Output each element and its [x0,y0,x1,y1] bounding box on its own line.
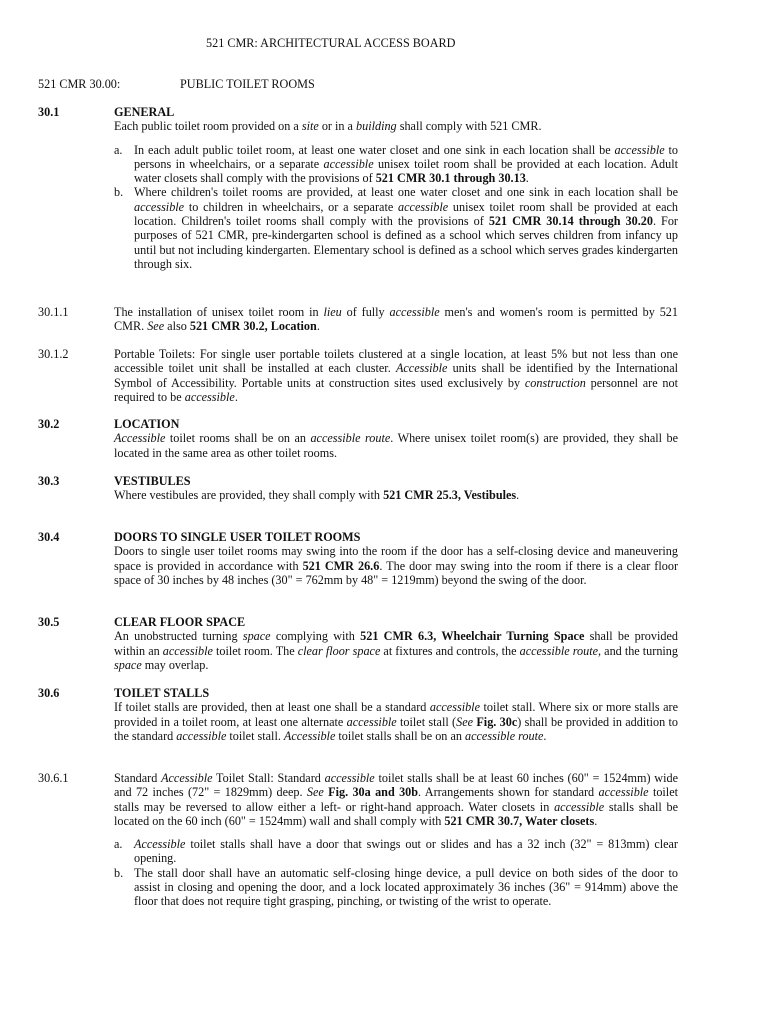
section-body [114,686,678,743]
text-run: . [516,488,520,503]
text-run: . [543,728,547,743]
text-run: Where vestibules are provided, they shall comply with [114,488,384,503]
text-run: to persons in wheelchairs, or a separate [134,142,679,171]
text-run: An unobstructed turning [114,629,243,644]
text-run: 521 CMR 30.14 through 30.20 [488,214,653,229]
text-run: , and the turning [598,643,678,658]
text-run: unisex toilet room shall be provided at each location. Adult water closets shall comply with the provisions of [134,156,678,186]
text-run: accessible [176,728,227,743]
section-body [114,530,678,587]
text-run: accessible [134,199,185,214]
text-run: 521 CMR 6.3, Wheelchair Turning Space [360,629,585,644]
text-run: See [306,785,324,800]
text-run: accessible [162,643,213,658]
text-run: If toilet stalls are provided, then at least one shall be a standard [114,700,430,715]
section-heading: TOILET STALLS [114,686,210,700]
text-run: toilet stall. Where six or more stalls are provided in a toilet room, at least one alternate [114,700,678,729]
text-run: Accessible [395,361,448,376]
list-item [114,185,678,271]
text-run: . [525,171,529,186]
section-number: 30.4 [38,530,60,544]
section-number: 30.2 [38,417,60,431]
text-run: space [242,629,271,644]
text-run: . For purposes of 521 CMR, pre-kindergarten school is defined as a school which serves children from infancy up until but not including kindergarten. Elementary school is defined as a school which serves grades kindergarten through six. [134,214,678,271]
text-run: Accessible [283,728,336,743]
text-run: toilet stall ( [396,714,457,729]
text-run: clear floor space [297,643,381,658]
text-run: . [594,813,598,828]
section-30-4 [38,530,678,587]
text-run: Toilet Stall: Standard [212,771,325,785]
text-run: Standard [114,771,162,785]
list-label: a. [114,142,123,157]
section-30-1-2 [38,347,678,404]
section-number: 30.3 [38,474,60,488]
text-run: . The door may swing into the room if there is a clear floor space of 30 inches by 48 inches (30" = 762mm by 48" = 1219mm) beyond the swing of the door. [114,558,678,587]
section-body [114,615,678,672]
text-run: toilet stalls shall be on an [335,728,466,743]
text-run: accessible route [465,728,544,743]
text-run: at fixtures and controls, the [380,643,520,658]
section-heading: CLEAR FLOOR SPACE [114,615,246,629]
text-run: 521 CMR 30.7, Water closets [444,813,595,828]
text-run: accessible route [310,431,391,446]
chapter-heading [38,77,315,91]
list-label: a. [114,837,123,852]
text-run: accessible [389,305,440,319]
text-run: accessible [324,771,375,785]
section-number: 30.1 [38,105,60,119]
text-run: 521 CMR 25.3, Vestibules [383,488,517,503]
text-run: Accessible [134,837,186,852]
text-run: space [114,657,142,672]
text-run: accessible [614,142,665,157]
list-label: b. [114,865,124,880]
text-run: or in a [318,119,357,134]
section-body [114,105,678,134]
text-run: complying with [270,629,361,644]
text-run: . [234,389,238,404]
section-body [114,474,678,503]
list-label: b. [114,185,124,200]
section-heading: DOORS TO SINGLE USER TOILET ROOMS [114,530,361,544]
text-run: Accessible [161,771,213,785]
section-body [114,347,678,404]
text-run: ) shall be provided in addition to the standard [114,714,679,743]
text-run: shall be provided within an [114,629,678,658]
section-number: 30.1.1 [38,305,69,319]
text-run: The installation of unisex toilet room in [114,305,324,319]
text-run: lieu [323,305,342,319]
text-run: Portable Toilets: For single user portable toilets clustered at a single location, at least 5% but not less than one accessible toilet unit shall be installed at each cluster. [114,347,678,376]
text-run: shall comply with 521 CMR. [396,119,542,134]
text-run: toilet stalls shall have a door that swings out or slides and has a 32 inch (32" = 813mm) clear opening. [134,837,678,866]
text-run: . Arrangements shown for standard [418,785,599,800]
section-number: 30.6 [38,686,60,700]
text-run: toilet stalls shall be at least 60 inches (60" = 1524mm) wide and 72 inches (72" = 1829mm) deep. [114,771,678,800]
section-heading: VESTIBULES [114,474,191,488]
section-30-5 [38,615,678,672]
text-run: Accessible [114,431,166,446]
text-run: accessible [346,714,397,729]
text-run: accessible route [519,643,599,658]
text-run: toilet stalls may be reversed to allow either a left- or right-hand approach. Water closets in [114,785,678,814]
section-heading: GENERAL [114,105,175,119]
text-run: unisex toilet room shall be provided at each location. Children's toilet rooms shall comply with the provisions of [134,199,678,229]
section-body [114,305,678,334]
text-run: accessible [429,700,480,715]
text-run: construction [524,375,586,390]
text-run: accessible [598,785,649,800]
text-run: site [301,119,319,134]
chapter-title: PUBLIC TOILET ROOMS [180,77,315,91]
text-run: In each adult public toilet room, at least one water closet and one sink in each location shall be [134,142,615,157]
text-run: 521 CMR 30.1 through 30.13 [375,171,526,186]
text-run: accessible [554,799,605,814]
section-30-6-1 [38,771,678,909]
list-item [114,866,678,909]
text-run: accessible [398,199,449,214]
text-run: Fig. 30c [476,714,518,729]
section-heading: LOCATION [114,417,180,431]
text-run: to children in wheelchairs, or a separate [184,199,399,214]
section-body [114,417,678,460]
section-30-2 [38,417,678,460]
section-number: 30.1.2 [38,347,69,361]
subitem-list [114,143,678,272]
text-run: See [147,319,165,334]
list-item [114,143,678,186]
text-run: 521 CMR 26.6 [302,558,380,573]
text-run: personnel are not required to be [114,375,678,404]
text-run: of fully [341,305,390,319]
text-run: Where children's toilet rooms are provided, at least one water closet and one sink in each location shall be [134,185,678,200]
text-run: accessible [323,156,374,171]
text-run: 521 CMR 30.2, Location [189,319,317,334]
section-30-6 [38,686,678,743]
running-header: 521 CMR: ARCHITECTURAL ACCESS BOARD [206,36,456,50]
subitem-list [114,837,678,908]
text-run: Each public toilet room provided on a [114,119,302,134]
chapter-number: 521 CMR 30.00: [38,77,121,91]
text-run: toilet rooms shall be on an [165,431,311,446]
text-run: toilet room. The [212,643,298,658]
section-30-1 [38,105,678,271]
text-run: The stall door shall have an automatic self-closing hinge device, a pull device on both sides of the door to assist in closing and opening the door, and a lock located approximately 36 inches (36" = 914mm) above the floor that does not require tight grasping, pinching, or twisting of the wrist to operate. [134,865,678,909]
text-run: units shall be identified by the International Symbol of Accessibility. Portable units at construction sites used exclusively by [114,361,678,390]
section-number: 30.6.1 [38,771,69,785]
section-30-1-1 [38,305,678,334]
section-number: 30.5 [38,615,60,629]
list-item [114,837,678,866]
text-run: building [356,119,397,134]
text-run: men's and women's room is permitted by 521 CMR. [114,305,678,334]
text-run: Doors to single user toilet rooms may swing into the room if the door has a self-closing device and maneuvering space is provided in accordance with [114,544,678,573]
text-run: See [456,714,474,729]
text-run: . Where unisex toilet room(s) are provided, they shall be located in the same area as other toilet rooms. [114,431,678,460]
section-30-3 [38,474,678,503]
text-run: also [164,319,190,334]
text-run: Fig. 30a and 30b [328,785,419,800]
text-run: toilet stall. [226,728,284,743]
section-body [114,771,678,828]
text-run: . [316,319,320,334]
text-run: accessible [184,389,235,404]
text-run: may overlap. [141,657,209,672]
text-run: stalls shall be located on the 60 inch (60" = 1524mm) wall and shall comply with [114,799,679,828]
